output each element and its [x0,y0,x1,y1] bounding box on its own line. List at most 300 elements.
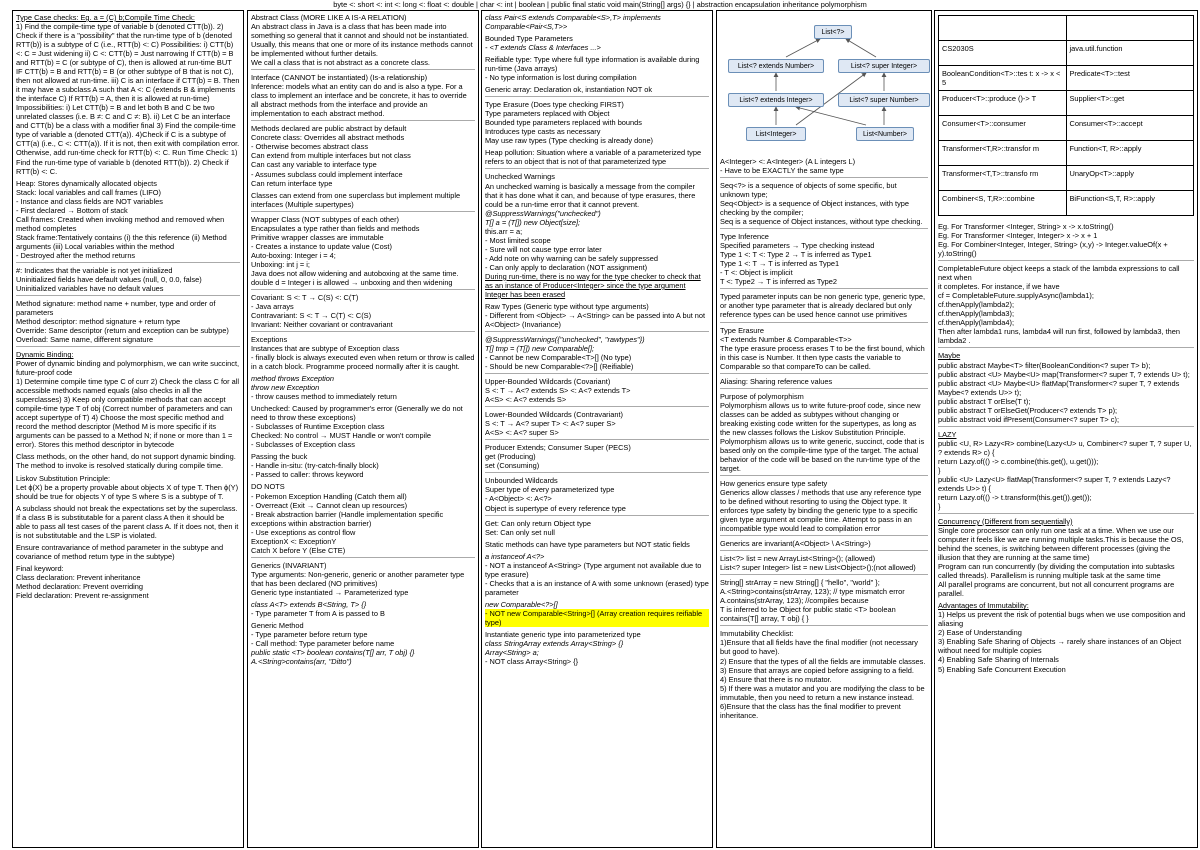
note-line: - throw causes method to immediately return [251,392,397,402]
table-cell: Function<T, R>::apply [1066,141,1194,166]
note-line: Introduces type casts as necessary [485,127,601,137]
column-2 [247,10,479,848]
note-line: Purpose of polymorphism [720,391,804,401]
note-line: this.arr = a; [485,226,523,236]
note-line: Eg. For Transformer <Integer, String> x -> x.toString() [938,222,1114,232]
note-line: - NOT new Comparable<String>[] (Array creation requires reifiable type) [485,609,709,627]
note-line: get (Producing) [485,452,536,462]
note-line: cf = CompletableFuture.supplyAsync(lambda1); [938,291,1094,301]
note-line: Encapsulates a type rather than fields and methods [251,223,420,233]
note-line: A<S> <: A<? extends S> [485,395,567,405]
note-line: An unchecked warning is basically a message from the compiler that it has done what it can, and because of type erasures, there could be a run-time error that it cannot prevent. [485,181,696,209]
note-line: S <: T → A<? super T> <: A<? super S> [485,419,616,429]
note-line: Eg. For Transformer <Integer, Integer> x -> x + 1 [938,231,1098,241]
note-line: List<? super Integer> list = new List<Object>();(not allowed) [720,563,916,573]
note-line: - Should be new Comparable<?>[] (Reifiable) [485,362,634,372]
note-line: Stack: local variables and call frames (LIFO) [16,187,161,197]
note-block [485,85,709,97]
note-line: Final keyword: [16,563,64,573]
table-row [939,91,1194,116]
note-line: public static <T> boolean contains(T[] arr, T obj) {} [251,648,415,657]
note-block [16,452,240,470]
note-line: Type 1 <: T → T is inferred as Type1 [720,259,840,269]
note-block [720,232,928,289]
note-block [938,430,1194,514]
note-line: - NOT class Array<String> {} [485,656,579,666]
note-block [251,191,475,212]
note-block [485,630,709,666]
note-line: 2) Ensure that the types of all the fields are immutable classes. [720,656,926,666]
note-line: - Type parameter T from A is passed to B [251,608,385,618]
note-line: T is inferred to be Object for public static <T> boolean contains(T[] array, T obj) { } [720,605,896,624]
note-line: 4) Enabling Safe Sharing of Internals [938,655,1059,665]
note-line: Advantages of Immutability: [938,601,1029,611]
note-block [485,519,709,537]
note-line: LAZY [938,429,957,439]
note-line: - Subclasses of Runtime Exception class [251,422,385,432]
note-block [485,148,709,169]
note-line: Generic Method [251,620,304,630]
note-line: Set: Can only set null [485,527,555,537]
note-block [485,552,709,597]
note-line: cf.thenApply(lambda3); [938,309,1014,319]
note-line: - finally block is always executed even when return or throw is called in a catch block. Programme proceed normally after it is caught. [251,353,475,372]
note-block [16,564,240,600]
note-line: Java does not allow widening and autoboxing at the same time. [251,268,459,278]
note-block [720,326,928,374]
table-cell [1066,16,1194,41]
note-line: 3) Ensure that arrays are copied before assigning to a field. [720,665,914,675]
note-block [485,377,709,407]
note-line: public abstract <U> Maybe<U> flatMap(Transformer<? super T, ? extends Maybe<? extends U>> t); [938,378,1180,397]
note-line: A.<String>contains(strArray, 123); // type mismatch error [720,587,905,597]
note-line: Producer Extends; Consumer Super (PECS) [485,443,631,453]
note-block [938,264,1194,348]
note-line: Exceptions [251,335,288,344]
functional-interfaces-table [938,15,1194,216]
note-block [720,629,928,719]
note-block [16,179,240,263]
note-line: Class methods, on the other hand, do not support dynamic binding. The method to invoke is resolved statically during compile time. [16,452,236,471]
note-block [251,561,475,597]
note-block [720,554,928,575]
note-block [485,172,709,298]
note-line: class Pair<S extends Comparable<S>,T> implements Comparable<Pair<S,T>> [485,13,661,32]
note-line: CompletableFuture object keeps a stack of the lambda expressions to call next when [938,264,1180,283]
note-line: 4) Ensure that there is no mutator. [720,674,832,684]
table-row [939,16,1194,41]
note-line: - Instance and class fields are NOT variables [16,196,163,206]
note-block [485,34,709,52]
column-4 [716,10,932,848]
note-line: List<?> list = new ArrayList<String>(); (allowed) [720,554,876,564]
note-block [485,302,709,332]
note-line: Maybe [938,351,961,361]
note-line: Ensure contravariance of method parameter in the subtype and covariance of method return type in the subtype) [16,542,224,561]
note-line: 6)Ensure that the class has the final modifier to prevent inheritance. [720,701,901,720]
note-line: Heap: Stores dynamically allocated objects [16,178,157,188]
note-block [720,479,928,536]
note-line: T[] tmp = (T[]) new Comparable[]; [485,344,595,354]
note-line: #: Indicates that the variable is not yet initialized [16,265,173,275]
table-cell: Transformer<T,R>::transfor m [939,141,1067,166]
note-line: Catch X before Y (Else CTE) [251,545,346,555]
note-line: Type arguments: Non-generic, generic or another parameter type that has been declared (NO primitives) [251,569,465,588]
table-row [939,191,1194,216]
note-block [251,621,475,666]
note-line: Wrapper Class (NOT subtypes of each other) [251,214,400,224]
note-line: Abstract Class (MORE LIKE A IS-A RELATION) [251,13,407,22]
note-line: Invariant: Neither covariant or contravariant [251,319,393,329]
note-block [16,504,240,540]
note-line: class StringArray extends Array<String> {} [485,638,624,648]
note-line: } [938,501,941,511]
note-block [16,13,240,176]
note-block [485,100,709,145]
note-line: 3) Enabling Safe Sharing of Objects → rarely share instances of an Object without need for multiple copies [938,637,1182,656]
note-line: Generic array: Declaration ok, instantiation NOT ok [485,85,653,95]
note-line: Auto-boxing: Integer i = 4; [251,250,336,260]
note-line: - No type information is lost during compilation [485,73,637,83]
note-line: Contravariant: S <: T → C(T) <: C(S) [251,310,372,320]
note-line: Array<String> a; [485,647,539,657]
note-line: - Assumes subclass could implement interface [251,169,403,179]
note-line: Heap pollution: Situation where a variable of a parameterized type refers to an object that is not of that parameterized type [485,148,702,167]
table-cell: CS2030S [939,41,1067,66]
note-line: Raw Types (Generic type without type arguments) [485,301,649,311]
note-block [720,392,928,476]
note-line: Single core processor can only run one task at a time. When we use our computer it feels like we are running multiple tasks.This is because the OS, behind the scenes, is switching between different processes (giving the illusion that they are running at the same time) [938,526,1184,563]
note-line: <T extends Number & Comparable<T>> [720,334,852,344]
note-line: - Checks that a is an instance of A with some unknown (erased) type parameter [485,578,709,597]
note-block [251,452,475,479]
note-block [485,476,709,515]
note-line: Type 1 <: T <: Type 2 → T is inferred as Type1 [720,250,872,260]
note-line: Can cast any variable to interface type [251,160,377,170]
note-line: - Use exceptions as control flow [251,527,356,537]
note-line: - Otherwise becomes abstract class [251,142,369,152]
wildcard-hierarchy-diagram [726,21,932,151]
note-line: - Break abstraction barrier (Handle implementation specific exceptions within abstraction barrier) [251,509,444,528]
note-line: During run-time, there is no way for the type checker to check that as an instance of Producer<Integer> since the type argument Integer has been erased [485,271,701,299]
note-line: public <U> Lazy<U> flatMap(Transformer<? super T, ? extends Lazy<? extends U>> t) { [938,474,1171,493]
note-line: ExceptionX <: ExceptionY [251,536,337,546]
note-line: method throws Exception [251,374,334,384]
note-line: throw new Exception [251,383,320,393]
note-line: it completes. For instance, if we have [938,282,1060,292]
note-block [485,55,709,82]
node-list-extends-integer: List<? extends Integer> [728,93,824,107]
note-line: Bounded type parameters replaced with bounds [485,118,642,128]
note-line: How generics ensure type safety [720,478,828,488]
table-cell: Consumer<T>::consumer [939,116,1067,141]
note-line: Can return interface type [251,178,333,188]
note-line: - Handle in-situ: (try-catch-finally block) [251,461,379,471]
note-line: Methods declared are public abstract by default [251,124,407,134]
node-list-wildcard: List<?> [814,25,852,39]
note-line: Covariant: S <: T → C(S) <: C(T) [251,292,359,302]
note-line: We call a class that is not abstract as a concrete class. [251,58,430,68]
note-line: Type Erasure [720,325,764,335]
note-line: Concurrency (Different from sequentially) [938,517,1073,526]
note-line: Instantiate generic type into parameterized type [485,629,641,639]
note-line: Unchecked Warnings [485,172,555,182]
note-line: return Lazy.of(() -> c.combine(this.get(), u.get())); [938,456,1099,466]
note-line: Checked: No control → MUST Handle or won't compile [251,431,431,441]
note-line: Specified parameters → Type checking instead [720,241,875,251]
note-line: Upper-Bounded Wildcards (Covariant) [485,377,611,387]
note-line: set (Consuming) [485,461,540,471]
column-4-notes [720,157,928,720]
note-block [938,351,1194,426]
note-block [485,13,709,31]
note-line: public <U, R> Lazy<R> combine(Lazy<U> u, Combiner<? super T, ? super U, ? extends R> c) { [938,438,1192,457]
note-block [251,73,475,121]
table-cell: Predicate<T>::test [1066,66,1194,91]
note-line: Bounded Type Parameters [485,34,573,44]
note-line: - Destroyed after the method returns [16,250,136,260]
note-line: Type Case checks: Eg. a = (C) b;Compile Time Check: [16,13,195,22]
note-line: Interface (CANNOT be instantiated) (Is-a relationship) [251,73,428,83]
node-list-extends-number: List<? extends Number> [728,59,824,73]
note-block [251,13,475,70]
note-line: The type erasure process erases T to be the first bound, which in this case is Number. It then type casts the variable to Comparable so that compareTo can be called. [720,343,925,371]
note-line: - Cannot be new Comparable<T>[] (No type) [485,353,632,363]
note-line: A subclass should not break the expectations set by the superclass. If a class B is substitutable for a parent class A then it should be able to pass all test cases of the parent class A. If it does not, then it is not substitutable and the LSP is violated. [16,503,239,540]
table-cell: java.util.function [1066,41,1194,66]
note-line: Seq is a sequence of Object instances, without type checking. [720,217,923,227]
note-line: - First declared → Bottom of stack [16,205,128,215]
note-line: Get: Can only return Object type [485,518,591,528]
note-line: Type parameters replaced with Object [485,109,610,119]
column-1 [12,10,244,848]
note-line: Polymorphism allows us to write future-proof code, since new classes can be added as subtypes without changing or breaking existing code written for the supertypes, as long as the new classes follows the Liskov Substitution Principle. Polymorphism allows us to write generic, succinct, code that is based only on the compile-time type of the target. The actual behavior of the code will be based on the run-time type of the target. [720,400,925,473]
note-block [16,474,240,501]
note-line: Method declaration: Prevent overriding [16,581,143,591]
note-line: All parallel programs are concurrent, but not all concurrent programs are parallel. [938,580,1175,599]
note-line: Primitive wrapper classes are immutable [251,232,384,242]
note-line: @SuppressWarnings("unchecked") [485,208,601,218]
note-line: A<S> <: A<? super S> [485,428,559,438]
note-line: Concrete class: Overrides all abstract methods [251,133,405,143]
note-line: Inference: models what an entity can do and is also a type. For a class to implement an interface and be concrete, it has to override all abstract methods from the interface and provide an implementation to each abstract method. [251,82,467,119]
note-line: 1) Helps us prevent the risk of potential bugs when we use composition and aliasing [938,610,1186,629]
note-line: Power of dynamic binding and polymorphism, we can write succinct, future-proof code [16,359,240,378]
note-line: 5) If there was a mutator and you are modifying the class to be immutable, then you need to return a new instance instead. [720,683,925,702]
note-block [16,299,240,347]
table-row [939,141,1194,166]
note-block [251,293,475,332]
note-block [485,335,709,374]
note-line: - A<Object> <: A<?> [485,494,552,504]
note-block [720,157,928,178]
note-block [16,266,240,296]
note-line: Static methods can have type parameters but NOT static fields [485,539,690,549]
note-line: - NOT a instanceof A<String> (Type argument not available due to type erasure) [485,560,702,579]
column-3 [481,10,713,848]
note-block [938,601,1194,673]
column-5-notes [938,222,1194,673]
note-line: Overload: Same name, different signature [16,335,154,345]
note-line: Instances that are subtype of Exception class [251,344,400,354]
note-block [16,543,240,561]
note-line: 2) Ease of Understanding [938,628,1022,638]
table-row [939,66,1194,91]
table-cell [939,16,1067,41]
note-line: return Lazy.of(() -> t.transform(this.get()).get()); [938,492,1092,502]
note-block [251,124,475,187]
note-line: Uninitialized variables have no default values [16,283,164,293]
note-line: Super type of every parameterized type [485,485,615,495]
note-line: - Passed to caller: throws keyword [251,470,364,480]
header-line: byte <: short <: int <: long <: float <: double | char <: int | boolean | public final static void main(String[] args) {} | abstraction encapsulation inheritance polymorphism [333,0,867,9]
note-line: - Call method: Type parameter before name [251,638,395,648]
note-line: a instanceof A<?> [485,551,545,561]
note-line: 1) Find the compile-time type of variable b (denoted CTT(b)). 2) Check if there is a "possibility" that the run-time type of b (denoted RTT(b)) is a subtype of C (i.e., RTT(b) <: C) Possibilities: i) CTT(b) <: C = Just widening ii) C <: CTT(b) = Just narrowing If CTT(b) = B and RTT(b) = C (or subtype of C), then is allowed at run-time BUT IF CTT(b) = B and RTT(b) = B (or other subtype of B that is not C), then not allowed at run-time. iii) C is an interface if CTT(b) = B. Then it may have a subclass A such that A <: C (extends B & implements the interface C) If RTT(b) = A, then it is allowed at run-time) Impossibilities: i) Let CTT(b) = B and let both B and C be two unrelated classes (i.e. B ≠: C and C ≠: B). ii) Let C be an interface and CTT(b) be a class with a modifier final 3) Find the compile-time type of variable a (denoted CTT(a)). 4)Check if C is a subtype of CTT(a) (i.e., C <: CTT(a)). If it is not, then exit with compilation error. Otherwise, add run-time check for RTT(b) <: C. Run Time Check: 1) Find the run-time type of variable b (denoted RTT(b)). 2) Check if RTT(b) <: C. [16,22,240,176]
note-line: - Java arrays [251,301,294,311]
table-cell: BiFunction<S,T, R>::apply [1066,191,1194,216]
note-block [251,335,475,371]
note-line: Call frames: Created when invoking method and removed when method completes [16,214,225,233]
note-line: cf.thenApply(lambda4); [938,318,1014,328]
table-cell: Producer<T>::produce ()-> T [939,91,1067,116]
note-block [16,350,240,449]
note-line: Uninitialized fields have default values (null, 0, 0.0, false) [16,274,202,284]
note-block [720,377,928,389]
table-cell: BooleanCondition<T>::tes t: x -> x < 5 [939,66,1067,91]
note-line: Can extend from multiple interfaces but not class [251,151,411,161]
note-line: class A<T> extends B<String, T> {} [251,599,367,609]
note-line: Eg. For Combiner<Integer, Integer, String> (x,y) -> Integer.valueOf(x + y).toString() [938,240,1168,259]
note-line: Seq<Object> is a sequence of Object instances, with type checking by the compiler; [720,199,909,218]
note-line: - Can only apply to declaration (NOT assignment) [485,262,648,272]
note-line: Let ϕ(X) be a property provable about objects X of type T. Then ϕ(Y) should be true for objects Y of type S where S is a subtype of T. [16,482,239,501]
note-line: - Most limited scope [485,235,551,245]
note-line: Method signature: method name + number, type and order of parameters [16,298,216,317]
table-row [939,166,1194,191]
table-cell: Supplier<T>::get [1066,91,1194,116]
note-line: Override: Same descriptor (return and exception can be subtype) [16,326,229,336]
note-line: - Subclasses of Exception class [251,440,355,450]
note-line: public abstract T orElse(T t); [938,396,1031,406]
note-line: Then after lambda1 runs, lambda4 will run first, followed by lambda3, then lambda2 . [938,327,1180,346]
note-line: Lower-Bounded Wildcards (Contravariant) [485,410,624,420]
table-cell: UnaryOp<T>::apply [1066,166,1194,191]
note-block [720,578,928,626]
note-line: Stack frame:Tentatively contains (i) the this reference (ii) Method arguments (iii) Local variables within the method [16,232,227,251]
note-line: Field declaration: Prevent re-assignment [16,590,149,600]
note-line: - T <: Object is implicit [720,268,793,278]
note-block [485,410,709,440]
note-line: Type Inference [720,232,769,242]
note-line: Program can run concurrently (by dividing the computation into subtasks called threads). Parallelism is running multiple task at the same time [938,562,1175,581]
note-line: - Type parameter before return type [251,629,368,639]
note-block [485,540,709,549]
note-line: Classes can extend from one superclass but implement multiple interfaces (Multiple supertypes) [251,190,461,209]
note-line: public abstract void ifPresent(Consumer<? super T> c); [938,414,1120,424]
note-block [251,600,475,618]
note-line: Typed parameter inputs can be non generic type, generic type, or another type parameter that is already declared but only reference types can be used hence cannot use primitives [720,292,926,320]
note-line: Seq<?> is a sequence of objects of some specific, but unknown type; [720,181,897,200]
note-line: - <T extends Class & Interfaces ...> [485,43,601,53]
note-line: } [938,465,941,475]
note-line: - Creates a instance to update value (Cost) [251,241,392,251]
table-row [939,41,1194,66]
note-line: Type Erasure (Does type checking FIRST) [485,100,624,110]
note-line: public abstract T orElseGet(Producer<? extends T> p); [938,405,1118,415]
table-cell: Consumer<T>::accept [1066,116,1194,141]
note-block [251,215,475,290]
note-line: An abstract class in Java is a class that has been made into something so general that it cannot and should not be instantiated. Usually, this means that one or more of its instance methods cannot be implemented without further details. [251,22,473,59]
column-5 [934,10,1198,848]
note-line: Object is supertype of every reference type [485,503,626,513]
node-list-integer: List<Integer> [746,127,806,141]
note-line: A.<String>contains(arr, "Ditto") [251,657,352,667]
note-block [720,292,928,322]
note-block [485,600,709,627]
note-block [251,374,475,401]
note-line: 1)Ensure that all fields have the final modifier (not necessary but good to have). [720,638,919,657]
node-list-super-integer: List<? super Integer> [838,59,930,73]
note-block [251,404,475,449]
note-block [251,482,475,557]
note-line: - Add note on why warning can be safely suppressed [485,253,658,263]
note-block [720,181,928,229]
note-line: cf.thenApply(lambda2); [938,300,1014,310]
note-line: T[] a = (T[]) new Object[size]; [485,217,581,227]
note-line: Liskov Substitution Principle: [16,473,111,483]
note-line: Class declaration: Prevent inheritance [16,572,141,582]
note-line: DO NOTS [251,482,285,492]
note-line: Aliasing: Sharing reference values [720,376,833,386]
note-line: S <: T → A<? extends S> <: A<? extends T> [485,386,631,396]
note-line: String[] strArray = new String[] { "hello", "world" }; [720,578,880,588]
note-line: Generics (INVARIANT) [251,560,327,570]
note-line: Passing the buck [251,452,308,462]
table-row [939,116,1194,141]
note-line: Reifiable type: Type where full type information is available during run-time (Java arrays) [485,55,700,74]
note-line: 1) Determine compile time type C of curr 2) Check the class C for all accessible methods named equals (also checks in all the superclasses) 3) Keep only compatible methods that can accept compile-time type T of obj (Correct number of parameters and can accept supertype of T) 4) Choose the most specific method and record the method descriptor (Method M is more specific if its arguments can be passed to a Method N; if none or more than 1 = error). Stores this method descriptor in bytecode [16,377,240,450]
note-line: 5) Enabling Safe Concurrent Execution [938,664,1066,674]
note-line: new Comparable<?>[] [485,599,558,609]
note-line: - Sure will not cause type error later [485,244,602,254]
note-line: Dynamic Binding: [16,350,74,360]
note-block [938,222,1194,261]
note-line: - Different from <Object> → A<String> can be passed into A but not A<Object> (Invariance) [485,310,706,329]
table-cell: Transformer<T,T>::transfo rm [939,166,1067,191]
note-line: double d = Integer i is allowed → unboxing and then widening [251,277,453,287]
note-line: Unbounded Wildcards [485,476,558,486]
note-line: Unboxing: int j = i; [251,259,310,269]
note-line: Unchecked: Caused by programmer's error (Generally we do not need to throw these exceptions) [251,404,463,423]
note-line: Immutability Checklist: [720,629,794,639]
note-line: A.contains(strArray, 123); //compiles because [720,596,869,606]
note-line: public abstract Maybe<T> filter(BooleanCondition<? super T> b); [938,360,1151,370]
note-line: - Pokemon Exception Handling (Catch them all) [251,491,407,501]
note-line: @SuppressWarnings({"unchecked", "rawtypes"}) [485,335,645,344]
note-line: - Overreact (Exit → Cannot clean up resources) [251,500,408,510]
node-list-super-number: List<? super Number> [838,93,930,107]
note-line: Generics are invariant(A<Object> \ A<String>) [720,539,871,549]
table-cell: Combiner<S, T,R>::combine [939,191,1067,216]
note-line: Method descriptor: method signature + return type [16,317,181,326]
note-line: Generics allow classes / methods that use any reference type to be defined without resorting to using the Object type. It enforces type safety by binding the generic type to a specific given type argument at compile time. Attempt to pass in an incompatible type would lead to compilation error [720,488,922,534]
note-line: public abstract <U> Maybe<U> map(Transformer<? super T, ? extends U> t); [938,369,1190,379]
note-line: A<Integer> <: A<Integer> (A L integers L) [720,157,856,166]
note-line: T <: Type2 → T is inferred as Type2 [720,277,838,287]
note-line: May use raw types (Type checking is already done) [485,136,654,146]
note-block [485,443,709,473]
